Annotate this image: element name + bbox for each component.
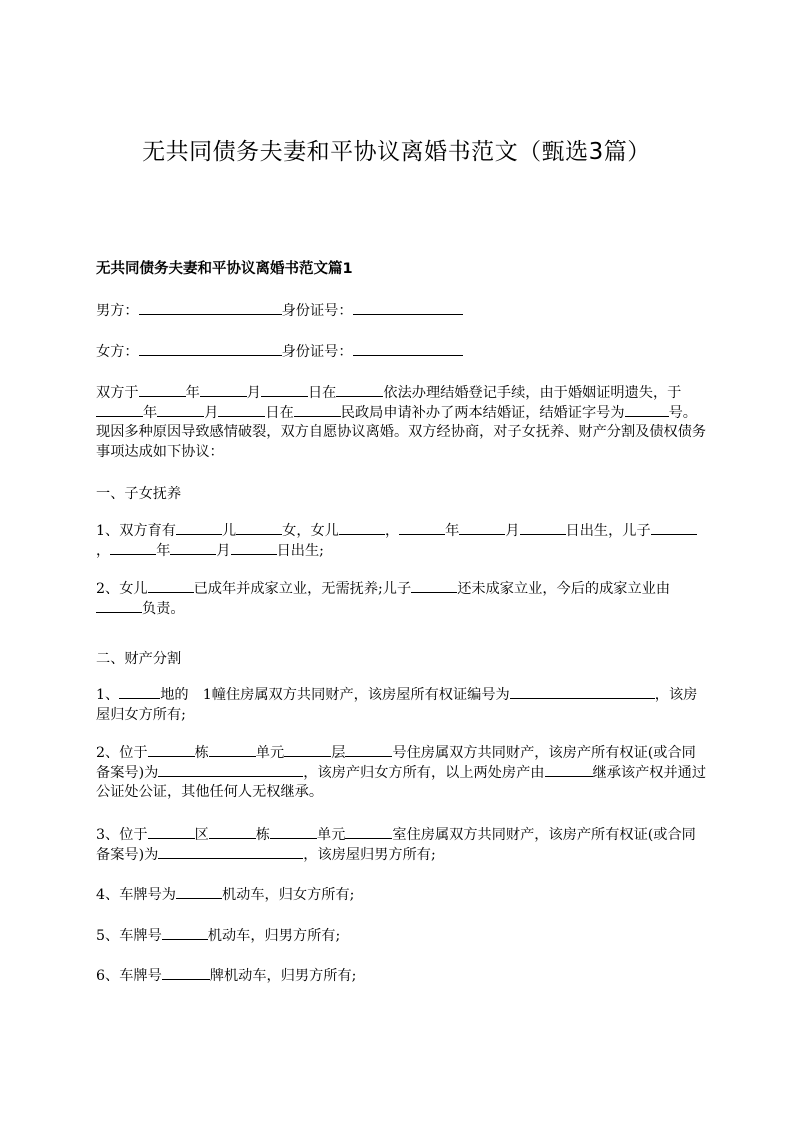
blank [162, 978, 210, 980]
clause-text: 号住房属双方共同财产，该房产所有权证(或合同备案号)为 [96, 745, 696, 781]
heading-children: 一、子女抚养 [96, 486, 182, 502]
clause-text: 机动车，归女方所有; [221, 887, 355, 903]
intro-text: 日在 [307, 385, 337, 401]
blank [209, 837, 256, 839]
clause-text: 儿 [221, 523, 237, 539]
male-label: 男方： [96, 303, 139, 319]
clause-text: 年 [156, 542, 171, 559]
female-id-label: 身份证号： [281, 344, 353, 360]
clause-text: 栋 [194, 745, 209, 761]
blank [209, 755, 256, 757]
clause-text: 已成年并成家立业，无需抚养;儿子 [193, 581, 412, 597]
blank [170, 553, 216, 555]
blank [157, 415, 204, 417]
intro-text: 民政局申请补办了两本结婚证，结婚证字号为 [340, 404, 625, 421]
clause-text: ，该房屋归女方所有; [96, 687, 698, 723]
intro-text: 双方于 [96, 385, 139, 401]
blank [284, 755, 331, 757]
blank [651, 533, 697, 535]
clause-text: 年 [445, 523, 460, 539]
blank [139, 395, 186, 397]
female-label: 女方： [96, 344, 139, 360]
blank [520, 533, 566, 535]
intro-text: 日在 [265, 404, 294, 421]
blank [261, 395, 308, 397]
blank [510, 697, 655, 699]
clause-text: 2、位于 [96, 745, 148, 761]
property-clause-4 [96, 886, 708, 906]
blank [270, 837, 317, 839]
blank [545, 775, 593, 777]
property-clause-3 [96, 826, 708, 865]
male-id-label: 身份证号： [281, 303, 353, 319]
clause-text: 3、位于 [96, 827, 148, 843]
female-name-blank [139, 354, 282, 356]
clause-text: 单元 [255, 745, 285, 761]
clause-text: ，该房产归女方所有，以上两处房产由 [303, 764, 545, 781]
clause-text: 4、车牌号为 [96, 887, 176, 903]
blank [345, 837, 392, 839]
clause-text: 区 [194, 827, 209, 843]
clause-text: 5、车牌号 [96, 928, 162, 944]
blank [162, 938, 208, 940]
blank [200, 395, 247, 397]
clause-text: 负责。 [142, 600, 185, 617]
clause-text: 2、女儿 [96, 581, 148, 597]
clause-text: ， [96, 542, 111, 559]
property-clause-6 [96, 967, 708, 987]
blank [218, 415, 265, 417]
clause-text: ， [384, 523, 400, 539]
clause-text: 室住房属双方共同财产，该房产所有权证(或合同备案号)为 [96, 827, 696, 863]
intro-paragraph [96, 384, 708, 462]
clause-text: 日出生; [276, 542, 324, 559]
clause-text: 牌机动车，归男方所有; [209, 968, 357, 984]
document-title: 无共同债务夫妻和平协议离婚书范文（甄选3篇） [142, 139, 651, 165]
blank [345, 755, 392, 757]
clause-text: 继承该产权并通过公证处公证，其他任何人无权继承。 [96, 764, 707, 800]
intro-text: 年 [143, 404, 158, 421]
clause-text: 月 [216, 542, 231, 559]
property-clause-1 [96, 686, 708, 725]
blank [231, 553, 277, 555]
clause-text: 女，女儿 [282, 523, 339, 539]
blank [110, 553, 156, 555]
heading-property: 二、财产分割 [96, 651, 182, 667]
blank [176, 533, 222, 535]
blank [96, 415, 143, 417]
section-title: 无共同债务夫妻和平协议离婚书范文篇1 [96, 261, 353, 277]
blank [399, 533, 445, 535]
intro-text: 年 [185, 385, 200, 401]
children-clause-1 [96, 522, 708, 561]
clause-text: 还未成家立业，今后的成家立业由 [457, 581, 671, 597]
intro-text: 号。现因多种原因导致感情破裂，双方自愿协议离婚。双方经协商，对子女抚养、财产分割及债权债务事项达成如下协议： [96, 404, 707, 460]
children-clause-2 [96, 580, 708, 619]
blank [119, 697, 160, 699]
clause-text: 6、车牌号 [96, 968, 162, 984]
blank [148, 591, 194, 593]
intro-text: 月 [246, 385, 261, 401]
property-clause-5 [96, 927, 708, 947]
male-name-blank [139, 313, 282, 315]
blank [236, 533, 282, 535]
female-party-line [96, 343, 708, 363]
property-clause-2 [96, 744, 708, 803]
blank [96, 611, 142, 613]
clause-text: 单元 [317, 827, 346, 843]
clause-text: 栋 [255, 827, 270, 843]
clause-text: 日出生，儿子 [565, 523, 651, 539]
clause-text: 机动车，归男方所有; [207, 928, 341, 944]
clause-text: 地的 1幢住房属双方共同财产，该房屋所有权证编号为 [160, 687, 510, 703]
blank [336, 395, 383, 397]
blank [148, 755, 195, 757]
blank [411, 591, 457, 593]
clause-text: ，该房屋归男方所有; [303, 846, 436, 863]
blank [459, 533, 505, 535]
male-party-line [96, 302, 708, 322]
blank [158, 775, 303, 777]
male-id-blank [353, 313, 463, 315]
blank [176, 897, 222, 899]
clause-text: 1、双方育有 [96, 523, 176, 539]
blank [625, 415, 669, 417]
intro-text: 依法办理结婚登记手续，由于婚姻证明遗失，于 [383, 385, 682, 401]
clause-text: 月 [505, 523, 520, 539]
intro-text: 月 [204, 404, 219, 421]
female-id-blank [353, 354, 463, 356]
blank [339, 533, 385, 535]
clause-text: 1、 [96, 687, 120, 703]
blank [294, 415, 341, 417]
clause-text: 层 [331, 745, 346, 761]
blank [158, 857, 303, 859]
blank [148, 837, 195, 839]
